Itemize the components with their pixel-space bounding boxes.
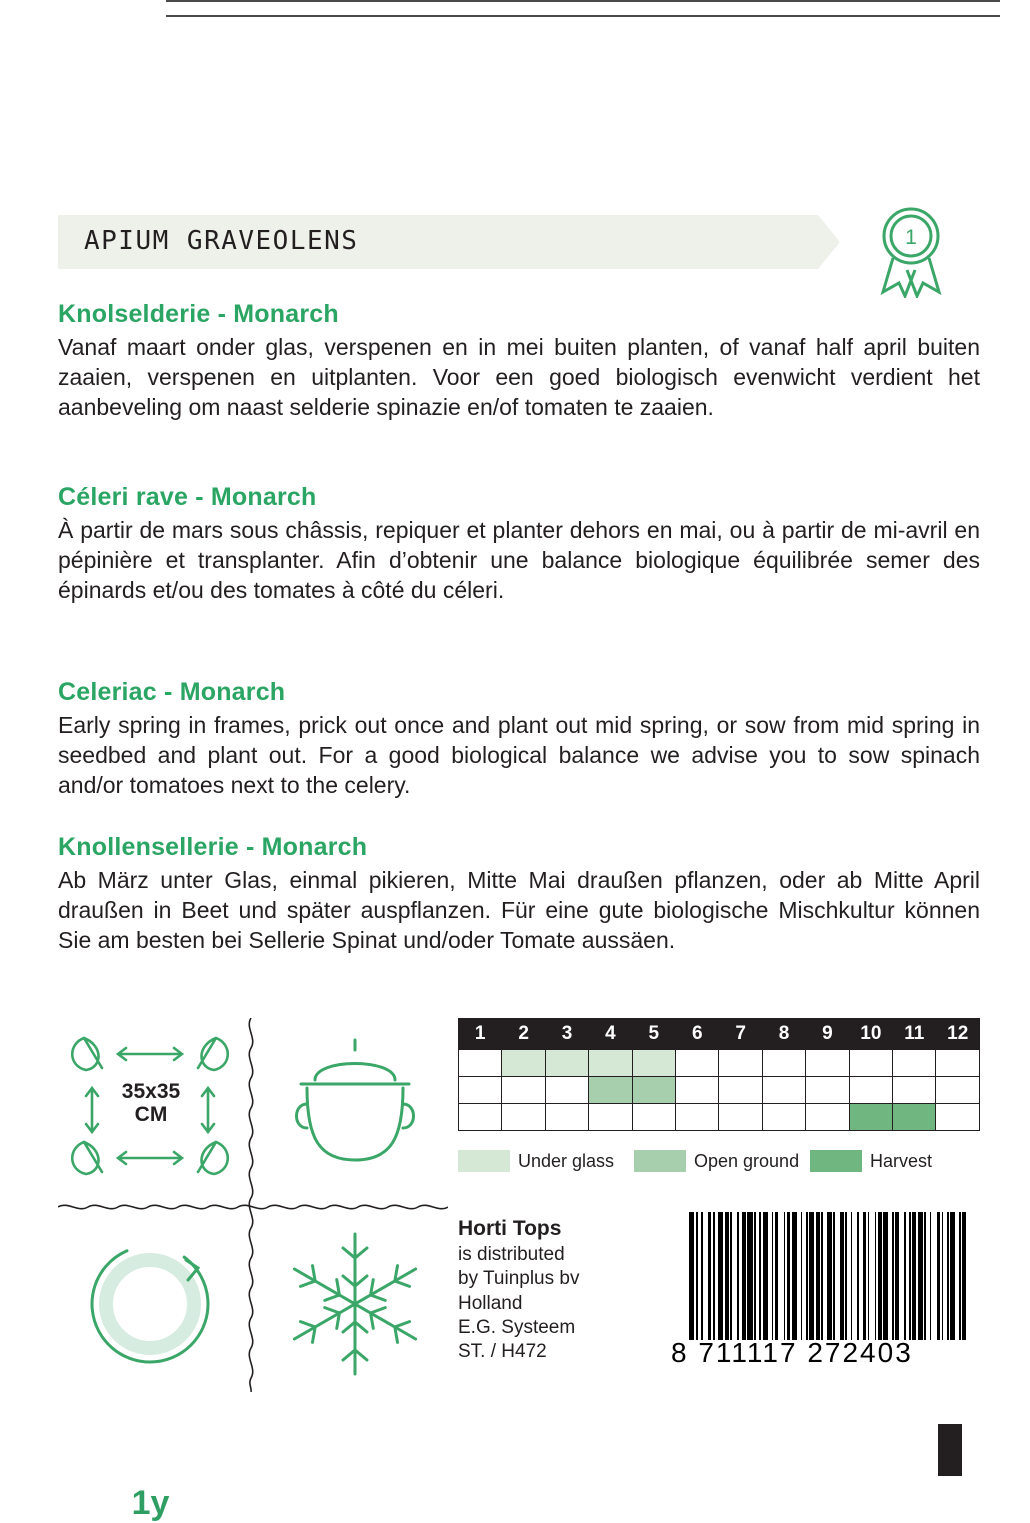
barcode-digits: 8 711117 272403 [671, 1337, 913, 1368]
calendar-legend [458, 1150, 988, 1172]
description-block-de [58, 833, 980, 956]
distributor-line-3: Holland [458, 1292, 523, 1314]
legend-label-open-ground: Open ground [694, 1150, 800, 1171]
calendar-cell [849, 1050, 892, 1077]
plant-spacing-icon [58, 1018, 243, 1194]
calendar-month-header: 7 [719, 1019, 762, 1050]
legend-item-harvest [810, 1150, 986, 1172]
brand-name: Horti Tops [458, 1217, 562, 1240]
calendar-month-header: 8 [762, 1019, 805, 1050]
print-registration-mark [938, 1424, 962, 1476]
distributor-line-1: is distributed [458, 1243, 565, 1265]
calendar-cell [459, 1104, 502, 1131]
legend-swatch-harvest [810, 1150, 862, 1172]
block-title-en: Celeriac - Monarch [58, 678, 286, 706]
calendar-cell [545, 1104, 588, 1131]
calendar-cell [502, 1050, 545, 1077]
calendar-header-row [459, 1019, 980, 1050]
calendar-month-header: 2 [502, 1019, 545, 1050]
award-badge-icon [863, 198, 959, 298]
icon-grid [58, 1018, 448, 1522]
botanical-name: APIUM GRAVEOLENS [84, 226, 359, 256]
calendar-month-header: 6 [676, 1019, 719, 1050]
calendar-cell [502, 1104, 545, 1131]
block-title-fr: Céleri rave - Monarch [58, 483, 317, 511]
calendar-cell [849, 1077, 892, 1104]
calendar-month-header: 3 [545, 1019, 588, 1050]
calendar-row-under-glass [459, 1050, 980, 1077]
calendar-cell [502, 1077, 545, 1104]
calendar-row-harvest [459, 1104, 980, 1131]
calendar-cell [719, 1077, 762, 1104]
divider-horizontal-wavy [58, 1200, 448, 1214]
calendar-cell [589, 1104, 632, 1131]
calendar-cell [762, 1104, 805, 1131]
calendar-month-header: 12 [936, 1019, 980, 1050]
calendar-month-header: 11 [893, 1019, 936, 1050]
calendar-month-header: 9 [806, 1019, 849, 1050]
legend-swatch-open-ground [634, 1150, 686, 1172]
calendar-cell [762, 1050, 805, 1077]
calendar-cell [719, 1050, 762, 1077]
calendar-cell [459, 1050, 502, 1077]
block-text-en: Early spring in frames, prick out once and plant out mid spring, or sow from mid spring in seedbed and plant out. For a good biological balance we advise you to sow spinach and/or tomatoes next to the celery. [58, 712, 980, 798]
calendar-cell [762, 1077, 805, 1104]
block-text-de: Ab März unter Glas, einmal pikieren, Mitte Mai draußen pflanzen, oder ab Mitte April draußen in Beet und später auspflanzen. Für eine gute biologische Mischkultur können Sie am besten bei Sellerie Spinat und/oder Tomate aussäen. [58, 867, 980, 953]
calendar-cell [719, 1104, 762, 1131]
calendar-cell [589, 1077, 632, 1104]
block-title-nl: Knolselderie - Monarch [58, 300, 339, 328]
calendar-month-header: 5 [632, 1019, 675, 1050]
life-cycle-label: 1y [131, 1484, 170, 1522]
calendar-cell [893, 1077, 936, 1104]
description-block-nl [58, 300, 980, 423]
calendar-cell [676, 1050, 719, 1077]
calendar-cell [806, 1077, 849, 1104]
calendar-cell [632, 1050, 675, 1077]
calendar-cell [849, 1104, 892, 1131]
calendar-month-header: 1 [459, 1019, 502, 1050]
calendar-cell [893, 1104, 936, 1131]
calendar-cell [589, 1050, 632, 1077]
calendar-cell [545, 1050, 588, 1077]
distributor-info [458, 1216, 678, 1364]
calendar-month-header: 4 [589, 1019, 632, 1050]
calendar-table [458, 1018, 980, 1131]
legend-label-harvest: Harvest [870, 1150, 933, 1171]
life-cycle-icon [58, 1216, 243, 1522]
calendar-row-open-ground [459, 1077, 980, 1104]
calendar-cell [545, 1077, 588, 1104]
distributor-line-4: E.G. Systeem [458, 1316, 576, 1338]
plant-spacing-value: 35x35 [121, 1080, 181, 1103]
calendar-cell [936, 1050, 980, 1077]
sowing-calendar [458, 1018, 980, 1131]
calendar-cell [893, 1050, 936, 1077]
plant-spacing-unit: CM [134, 1103, 168, 1127]
legend-label-under-glass: Under glass [518, 1150, 615, 1171]
cooking-pot-icon [263, 1018, 448, 1194]
calendar-cell [632, 1077, 675, 1104]
legend-item-under-glass [458, 1150, 634, 1172]
calendar-cell [806, 1104, 849, 1131]
calendar-cell [459, 1077, 502, 1104]
seed-packet-back [58, 0, 980, 1522]
legend-swatch-under-glass [458, 1150, 510, 1172]
calendar-month-header: 10 [849, 1019, 892, 1050]
block-title-de: Knollensellerie - Monarch [58, 833, 368, 861]
svg-text:1: 1 [905, 226, 917, 249]
calendar-cell [676, 1077, 719, 1104]
calendar-cell [936, 1104, 980, 1131]
snowflake-icon [263, 1216, 448, 1392]
barcode-bars [689, 1212, 971, 1340]
distributor-line-5: ST. / H472 [458, 1341, 547, 1363]
calendar-cell [936, 1077, 980, 1104]
plant-spacing-label [92, 1080, 210, 1126]
calendar-cell [806, 1050, 849, 1077]
description-block-en [58, 678, 980, 801]
calendar-cell [676, 1104, 719, 1131]
distributor-line-2: by Tuinplus bv [458, 1268, 580, 1290]
barcode [671, 1212, 971, 1372]
block-text-fr: À partir de mars sous châssis, repiquer et planter dehors en mai, ou à partir de mi-avril en pépinière et transplanter. Afin d’obtenir une balance biologique équilibrée semer des épinards et/ou des tomates à côté du céleri. [58, 517, 980, 603]
calendar-cell [632, 1104, 675, 1131]
block-text-nl: Vanaf maart onder glas, verspenen en in mei buiten planten, of vanaf half april buiten zaaien, verspenen en uitplanten. Voor een goed biologisch evenwicht verdient het aanbeveling om naast selderie spinazie en/of tomaten te zaaien. [58, 334, 980, 420]
description-block-fr [58, 483, 980, 606]
legend-item-open-ground [634, 1150, 810, 1172]
